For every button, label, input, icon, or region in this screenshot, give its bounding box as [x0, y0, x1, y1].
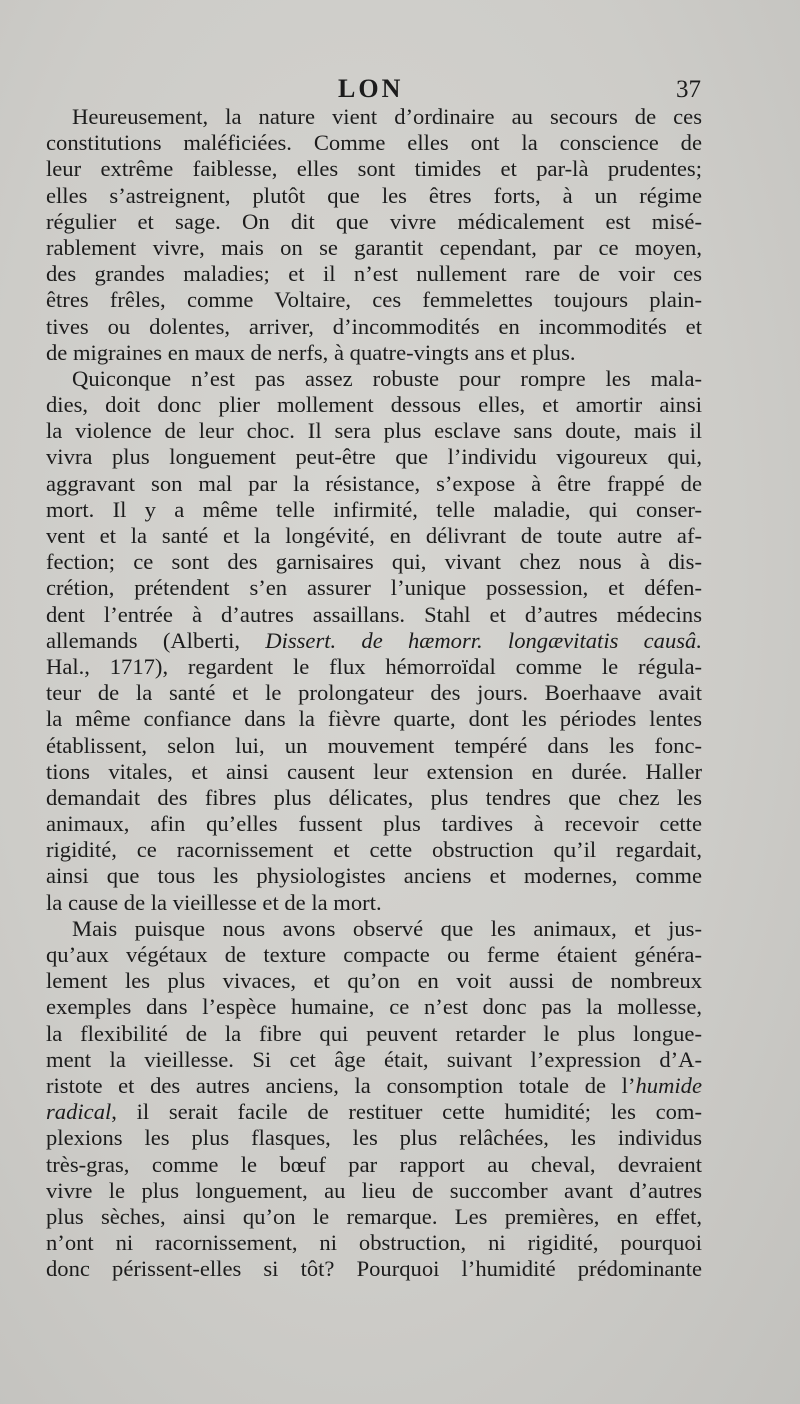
text-run: ment la vieillesse. Si cet âge était, suivant l’expression d’A- [46, 1046, 702, 1072]
text-line [46, 392, 702, 418]
text-line [46, 1073, 702, 1099]
text-run: ainsi que tous les physiologistes anciens et modernes, comme [46, 863, 702, 889]
body-text [46, 104, 702, 1282]
text-run: ristote et des autres anciens, la consomption totale de l’ [46, 1072, 636, 1098]
italic-text: humide [635, 1072, 702, 1098]
text-line [46, 156, 702, 182]
text-run: la flexibilité de la fibre qui peuvent retarder le plus longue- [46, 1020, 702, 1046]
text-line [46, 104, 702, 130]
text-line [46, 785, 702, 811]
text-run: qu’aux végétaux de texture compacte ou ferme étaient généra- [46, 942, 702, 967]
text-line [46, 1125, 702, 1151]
text-run: crétion, prétendent s’en assurer l’unique possession, et défen- [46, 575, 702, 601]
text-line [46, 497, 702, 523]
text-line [46, 1178, 702, 1204]
text-line [46, 314, 702, 340]
text-line [46, 340, 702, 366]
text-run: de migraines en maux de nerfs, à quatre-vingts ans et plus. [46, 339, 576, 365]
text-run: êtres frêles, comme Voltaire, ces femmelettes toujours plain- [46, 287, 702, 313]
text-run: elles s’astreignent, plutôt que les êtres forts, à un régime [46, 182, 702, 208]
text-run: mort. Il y a même telle infirmité, telle maladie, qui conser- [46, 496, 702, 522]
text-run: vivra plus longuement peut-être que l’individu vigoureux qui, [46, 444, 702, 470]
text-run: teur de la santé et le prolongateur des jours. Boerhaave avait [46, 680, 702, 706]
text-line [46, 183, 702, 209]
text-line [46, 1021, 702, 1047]
text-run: , il serait facile de restituer cette humidité; les com- [111, 1099, 702, 1125]
text-run: donc périssent-elles si tôt? Pourquoi l’humidité prédominante [46, 1256, 702, 1282]
text-run: établissent, selon lui, un mouvement tempéré dans les fonc- [46, 732, 702, 758]
text-run: la même confiance dans la fièvre quarte, dont les périodes lentes [46, 706, 702, 732]
text-run: rablement vivre, mais on se garantit cependant, par ce moyen, [46, 234, 702, 260]
text-line [46, 287, 702, 313]
running-head: LON [338, 74, 404, 103]
italic-text: radical [46, 1099, 112, 1125]
text-run: n’ont ni racornissement, ni obstruction, ni rigidité, pourquoi [46, 1230, 702, 1256]
text-line [46, 549, 702, 575]
italic-text: Dissert. de hæmorr. longævitatis causâ. [265, 627, 702, 653]
text-run: dent l’entrée à d’autres assaillans. Stahl et d’autres médecins [46, 601, 702, 627]
text-run: la cause de la vieillesse et de la mort. [46, 889, 382, 915]
text-line [46, 968, 702, 994]
text-line [46, 1099, 702, 1125]
text-line [46, 418, 702, 444]
paragraph [46, 104, 702, 366]
text-line [46, 1230, 702, 1256]
text-run: Mais puisque nous avons observé que les animaux, et jus- [72, 915, 702, 941]
paragraph [46, 366, 702, 916]
text-run: leur extrême faiblesse, elles sont timides et par-là prudentes; [46, 156, 702, 182]
text-line [46, 1152, 702, 1178]
text-run: allemands (Alberti, [46, 627, 266, 653]
text-line [46, 890, 702, 916]
text-line [46, 628, 702, 654]
page-number: 37 [676, 76, 701, 103]
text-run: lement les plus vivaces, et qu’on en voit aussi de nombreux [46, 968, 702, 994]
paragraph [46, 916, 702, 1283]
text-run: tions vitales, et ainsi causent leur extension en durée. Haller [46, 758, 702, 784]
text-line [46, 1204, 702, 1230]
text-run: Heureusement, la nature vient d’ordinaire au secours de ces [72, 104, 702, 129]
text-run: régulier et sage. On dit que vivre médicalement est misé- [46, 208, 702, 234]
text-line [46, 837, 702, 863]
text-run: dies, doit donc plier mollement dessous elles, et amortir ainsi [46, 392, 702, 418]
text-run: Quiconque n’est pas assez robuste pour rompre les mala- [72, 365, 702, 391]
text-line [46, 680, 702, 706]
text-line [46, 759, 702, 785]
text-run: vent et la santé et la longévité, en délivrant de toute autre af- [46, 523, 702, 548]
text-run: plexions les plus flasques, les plus relâchées, les individus [46, 1125, 702, 1151]
text-line [46, 602, 702, 628]
text-line [46, 261, 702, 287]
text-run: exemples dans l’espèce humaine, ce n’est donc pas la mollesse, [46, 994, 702, 1020]
text-line [46, 994, 702, 1020]
text-run: des grandes maladies; et il n’est nullement rare de voir ces [46, 261, 702, 287]
text-line [46, 471, 702, 497]
text-line [46, 733, 702, 759]
text-line [46, 209, 702, 235]
text-line [46, 916, 702, 942]
text-line [46, 130, 702, 156]
text-run: demandait des fibres plus délicates, plus tendres que chez les [46, 784, 702, 810]
text-line [46, 706, 702, 732]
text-line [46, 366, 702, 392]
text-line [46, 811, 702, 837]
text-line [46, 235, 702, 261]
text-run: rigidité, ce racornissement et cette obstruction qu’il regardait, [46, 837, 702, 863]
text-line [46, 863, 702, 889]
page-header [0, 68, 800, 108]
text-line [46, 575, 702, 601]
text-line [46, 1047, 702, 1073]
text-run: Hal., 1717), regardent le flux hémorroïdal comme le régula- [46, 653, 702, 679]
text-run: très-gras, comme le bœuf par rapport au cheval, devraient [46, 1151, 702, 1177]
text-run: animaux, afin qu’elles fussent plus tardives à recevoir cette [46, 811, 702, 837]
text-run: fection; ce sont des garnisaires qui, vivant chez nous à dis- [46, 549, 702, 575]
text-run: plus sèches, ainsi qu’on le remarque. Les premières, en effet, [46, 1203, 702, 1229]
text-run: la violence de leur choc. Il sera plus esclave sans doute, mais il [46, 418, 702, 444]
text-line [46, 942, 702, 968]
text-line [46, 1256, 702, 1282]
text-run: aggravant son mal par la résistance, s’expose à être frappé de [46, 470, 702, 496]
text-run: tives ou dolentes, arriver, d’incommodités en incommodités et [46, 313, 702, 339]
text-run: vivre le plus longuement, au lieu de succomber avant d’autres [46, 1177, 702, 1203]
text-run: constitutions maléficiées. Comme elles ont la conscience de [46, 130, 702, 156]
text-line [46, 523, 702, 549]
text-line [46, 654, 702, 680]
text-line [46, 444, 702, 470]
